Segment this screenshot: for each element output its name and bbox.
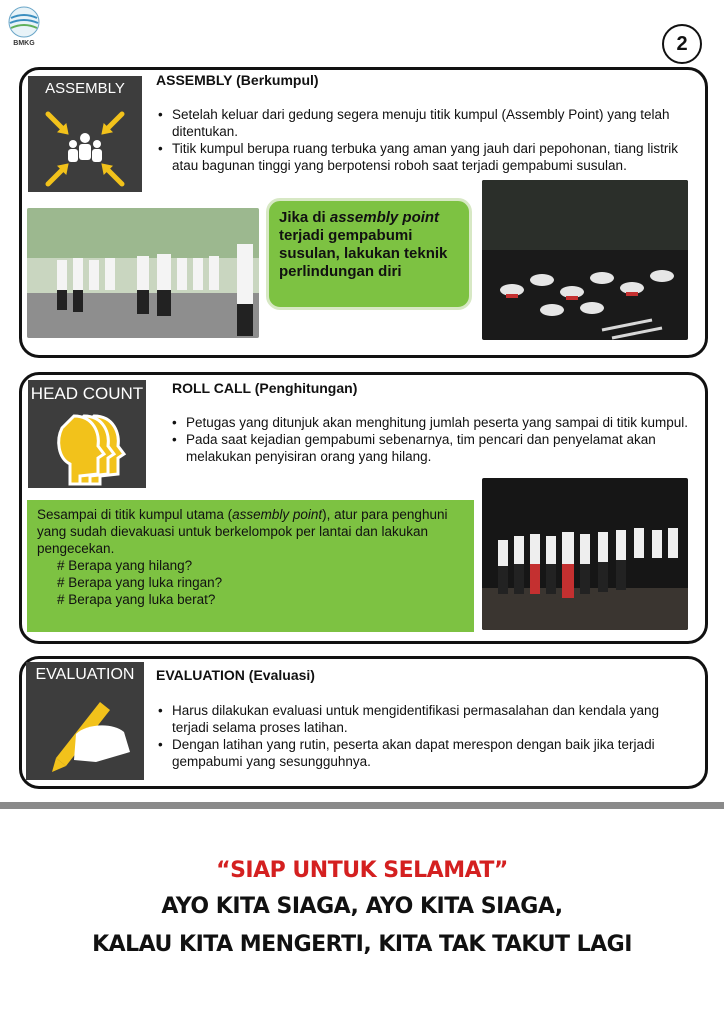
slogan-line-2: AYO KITA SIAGA, AYO KITA SIAGA, xyxy=(161,894,563,919)
bmkg-logo-text: BMKG xyxy=(13,40,35,47)
aftershock-callout: Jika di assembly point terjadi gempabumi susulan, lakukan teknik perlindungan diri xyxy=(266,198,472,310)
rollcall-bullet-1: • Petugas yang ditunjuk akan menghitung jumlah peserta yang sampai di titik kumpul. xyxy=(172,414,694,431)
footer-divider xyxy=(0,802,724,809)
evaluation-title: EVALUATION (Evaluasi) xyxy=(156,667,315,683)
headcount-icon-label: HEAD COUNT xyxy=(30,384,144,403)
bmkg-logo-icon xyxy=(8,6,40,40)
assembly-title: ASSEMBLY (Berkumpul) xyxy=(156,72,319,88)
drop-cover-night-photo xyxy=(482,180,688,340)
assembly-photo-night xyxy=(482,180,688,340)
headcount-instructions: Sesampai di titik kumpul utama (assembly point), atur para penghuni yang sudah dievakuasi untuk berkelompok per lantai dan lakukan pengecekan. xyxy=(37,507,448,556)
slogan-line-3: KALAU KITA MENGERTI, KITA TAK TAKUT LAGI xyxy=(92,932,632,957)
question-severe-injury: # Berapa yang luka berat? xyxy=(57,592,216,607)
lineup-night-photo xyxy=(482,478,688,630)
assembly-photo-day xyxy=(27,208,259,338)
evaluation-icon-tile xyxy=(26,662,144,780)
headcount-icon-tile xyxy=(28,380,146,488)
assembly-icon-tile xyxy=(28,76,142,192)
evaluation-bullet-2: • Dengan latihan yang rutin, peserta akan dapat merespon dengan baik jika terjadi gempabumi yang sesungguhnya. xyxy=(158,736,678,770)
rollcall-photo-night xyxy=(482,478,688,630)
bmkg-logo xyxy=(8,6,40,50)
rollcall-title: ROLL CALL (Penghitungan) xyxy=(172,380,358,396)
assembly-bullet-1: • Setelah keluar dari gedung segera menuju titik kumpul (Assembly Point) yang telah ditentukan. xyxy=(158,106,688,140)
rollcall-bullet-2: • Pada saat kejadian gempabumi sebenarnya, tim pencari dan penyelamat akan melakukan penyisiran orang yang hilang. xyxy=(172,431,694,465)
assembly-bullets xyxy=(158,106,688,174)
slogan-headline: “SIAP UNTUK SELAMAT” xyxy=(216,858,508,883)
evaluation-bullet-1: • Harus dilakukan evaluasi untuk mengidentifikasi permasalahan dan kendala yang terjadi selama proses latihan. xyxy=(158,702,678,736)
crowd-outdoor-photo xyxy=(27,208,259,338)
rollcall-bullets xyxy=(172,414,694,465)
question-missing: # Berapa yang hilang? xyxy=(57,558,193,573)
evaluation-bullets xyxy=(158,702,678,770)
headcount-check-box xyxy=(27,500,474,632)
assembly-icon-label: ASSEMBLY xyxy=(45,80,125,97)
assembly-bullet-2: • Titik kumpul berupa ruang terbuka yang aman yang jauh dari pepohonan, tiang listrik atau bagunan tinggi yang berpotensi roboh saat terjadi gempabumi susulan. xyxy=(158,140,688,174)
question-minor-injury: # Berapa yang luka ringan? xyxy=(57,575,223,590)
page-number: 2 xyxy=(662,24,702,64)
evaluation-icon-label: EVALUATION xyxy=(35,666,135,683)
